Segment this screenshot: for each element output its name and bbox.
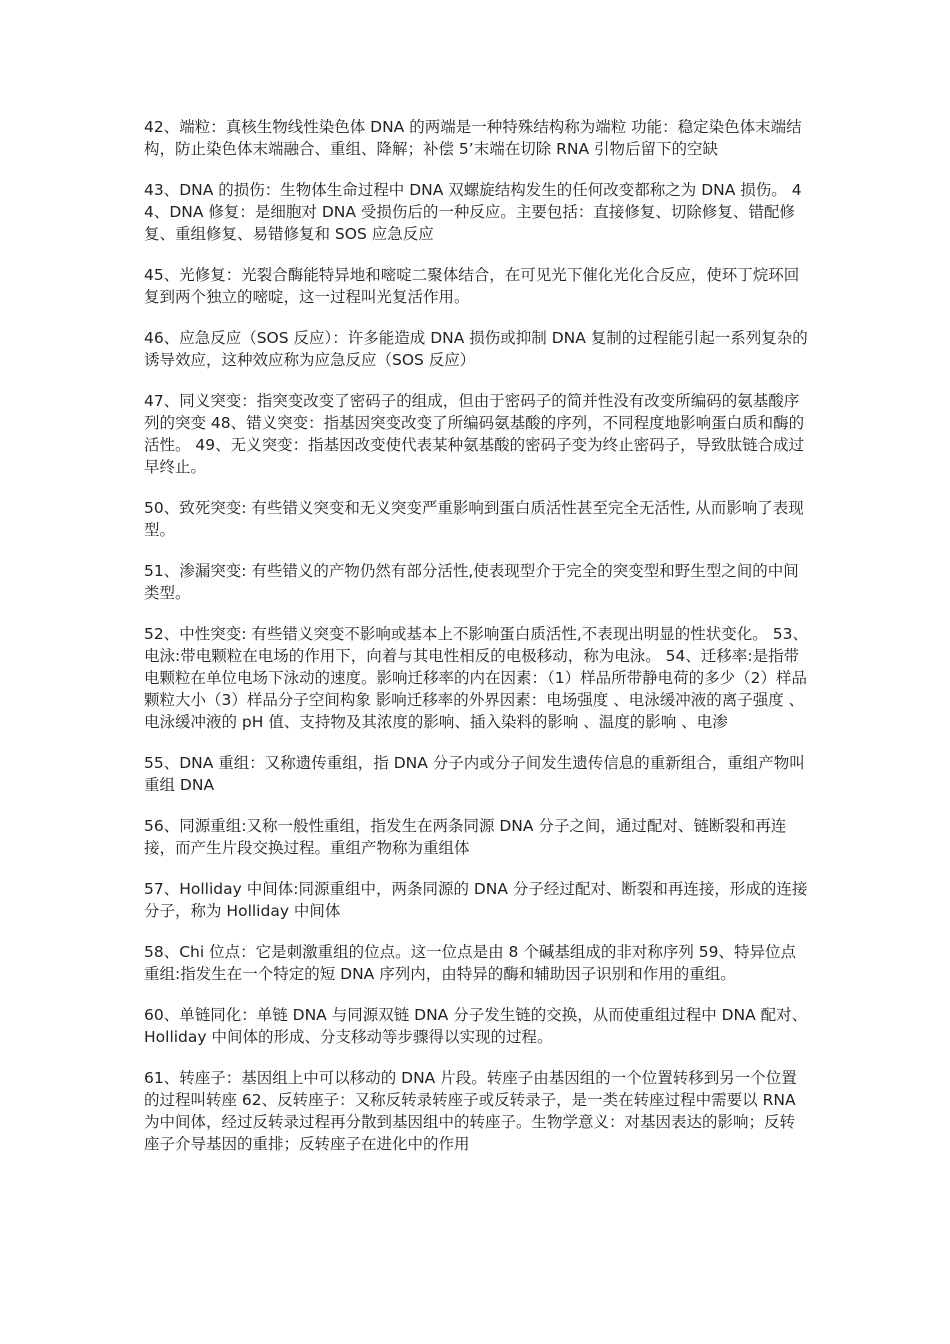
paragraph-43-dna-damage: 43、DNA 的损伤：生物体生命过程中 DNA 双螺旋结构发生的任何改变都称之为 DNA 损伤。 44、DNA 修复：是细胞对 DNA 受损伤后的一种反应。主要包括：直接修复、切除修复、错配修复、重组修复、易错修复和 SOS 应急反应 [144, 181, 802, 243]
paragraph-58-chi-site: 58、Chi 位点：它是刺激重组的位点。这一位点是由 8 个碱基组成的非对称序列 59、特异位点重组:指发生在一个特定的短 DNA 序列内，由特异的酶和辅助因子识别和作用的重组。 [144, 943, 796, 983]
paragraph-42-telomere: 42、端粒：真核生物线性染色体 DNA 的两端是一种特殊结构称为端粒 功能：稳定染色体末端结构，防止染色体末端融合、重组、降解；补偿 5’末端在切除 RNA 引物后留下的空缺 [144, 118, 802, 158]
paragraph-46-sos-response: 46、应急反应（SOS 反应）：许多能造成 DNA 损伤或抑制 DNA 复制的过程能引起一系列复杂的诱导效应，这种效应称为应急反应（SOS 反应） [144, 329, 808, 369]
paragraph-47-mutations: 47、同义突变：指突变改变了密码子的组成，但由于密码子的简并性没有改变所编码的氨基酸序列的突变 48、错义突变：指基因突变改变了所编码氨基酸的序列，不同程度地影响蛋白质和酶的活性。 49、无义突变：指基因改变使代表某种氨基酸的密码子变为终止密码子，导致肽链合成过早终止。 [144, 392, 805, 476]
paragraph-56-homologous-recombination: 56、同源重组:又称一般性重组，指发生在两条同源 DNA 分子之间，通过配对、链断裂和再连接，而产生片段交换过程。重组产物称为重组体 [144, 817, 787, 857]
paragraph-55-dna-recombination: 55、DNA 重组：又称遗传重组，指 DNA 分子内或分子间发生遗传信息的重新组合，重组产物叫重组 DNA [144, 754, 805, 794]
paragraph-60-single-strand-assimilation: 60、单链同化：单链 DNA 与同源双链 DNA 分子发生链的交换，从而使重组过程中 DNA 配对、Holliday 中间体的形成、分支移动等步骤得以实现的过程。 [144, 1006, 808, 1046]
paragraph-51-leaky-mutation: 51、渗漏突变: 有些错义的产物仍然有部分活性,使表现型介于完全的突变型和野生型之间的中间类型。 [144, 562, 799, 602]
paragraph-61-transposon: 61、转座子：基因组上中可以移动的 DNA 片段。转座子由基因组的一个位置转移到另一个位置的过程叫转座 62、反转座子：又称反转录转座子或反转录子，是一类在转座过程中需要以 RNA 为中间体，经过反转录过程再分散到基因组中的转座子。生物学意义：对基因表达的影响；反转座子介导基因的重排；反转座子在进化中的作用 [144, 1069, 797, 1153]
paragraph-50-lethal-mutation: 50、致死突变: 有些错义突变和无义突变严重影响到蛋白质活性甚至完全无活性, 从而影响了表现型。 [144, 499, 804, 539]
paragraph-52-neutral-mutation: 52、中性突变: 有些错义突变不影响或基本上不影响蛋白质活性,不表现出明显的性状变化。 53、电泳:带电颗粒在电场的作用下，向着与其电性相反的电极移动，称为电泳。 54、迁移率:是指带电颗粒在单位电场下泳动的速度。影响迁移率的内在因素：（1）样品所带静电荷的多少（2）样品颗粒大小（3）样品分子空间构象 影响迁移率的外界因素：电场强度 、电泳缓冲液的离子强度 、电泳缓冲液的 pH 值、支持物及其浓度的影响、插入染料的影响 、温度的影响 、电渗 [144, 625, 808, 731]
paragraph-57-holliday-intermediate: 57、Holliday 中间体:同源重组中，两条同源的 DNA 分子经过配对、断裂和再连接，形成的连接分子，称为 Holliday 中间体 [144, 880, 808, 920]
paragraph-45-photoreactivation: 45、光修复：光裂合酶能特异地和嘧啶二聚体结合，在可见光下催化光化合反应，使环丁烷环回复到两个独立的嘧啶，这一过程叫光复活作用。 [144, 266, 800, 306]
